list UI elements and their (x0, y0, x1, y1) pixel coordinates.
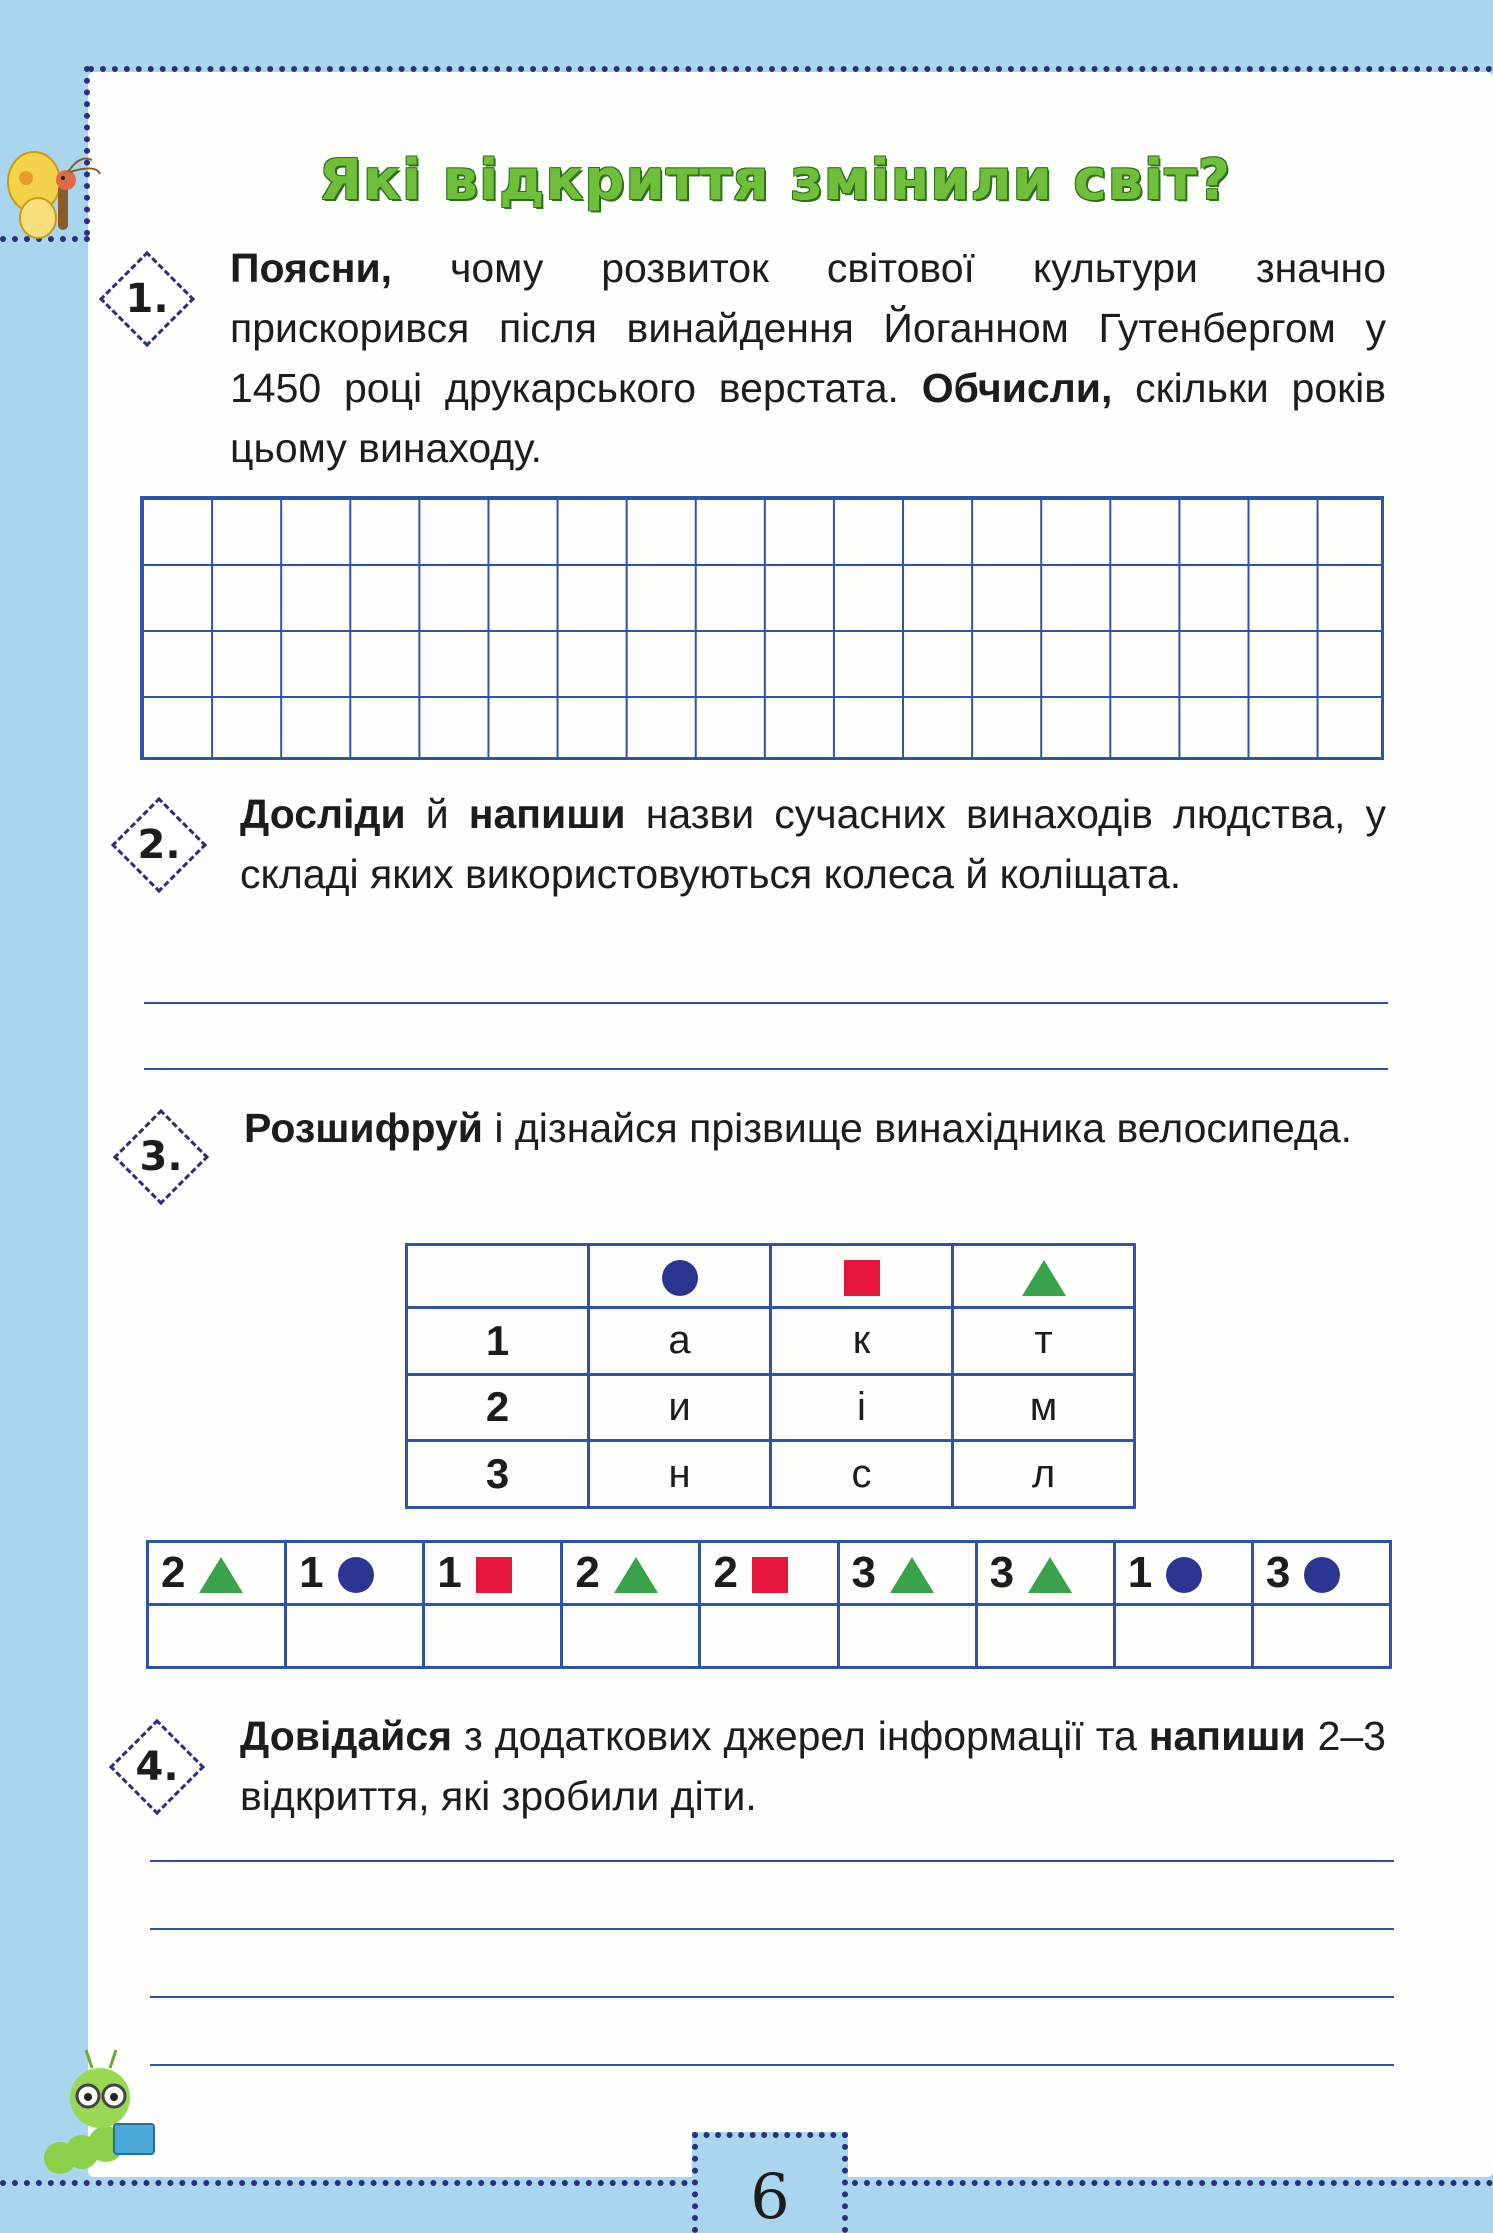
cipher-row (407, 1307, 1135, 1374)
code-cell (424, 1542, 562, 1605)
answer-line[interactable] (144, 1002, 1388, 1004)
circle-icon (338, 1557, 374, 1593)
code-cell (838, 1542, 976, 1605)
page-title: Які відкриття змінили світ? (318, 148, 1232, 213)
square-icon (844, 1260, 880, 1296)
task-4-text-1: з додаткових джерел інформації та (452, 1713, 1149, 1759)
cipher-cell: а (589, 1307, 771, 1374)
decoded-answer-row (148, 1605, 1391, 1668)
task-4-number: 4. (135, 1744, 179, 1790)
butterfly-icon (0, 140, 110, 250)
code-table (146, 1540, 1392, 1669)
code-digit: 3 (851, 1548, 877, 1597)
answer-line[interactable] (150, 1860, 1394, 1862)
task-2-bold-1: Досліди (240, 791, 406, 837)
task-1-text (230, 238, 1386, 478)
task-2-bold-2: напиши (468, 791, 626, 837)
triangle-icon (890, 1557, 934, 1593)
cipher-cell: к (771, 1307, 953, 1374)
task-3-bold-1: Розшифруй (244, 1105, 483, 1151)
code-digit: 1 (437, 1548, 462, 1597)
square-icon (752, 1557, 788, 1593)
task-2-text-1: й (405, 791, 469, 837)
answer-letter-cell[interactable] (424, 1605, 562, 1668)
task-1-text-1: чому розвиток світової культури значно прискорився після винайдення Йоганном Гутенбергом у 1450 році друкарського верстата. (230, 245, 1386, 411)
cipher-header-triangle (953, 1245, 1135, 1308)
code-digit: 1 (1127, 1548, 1153, 1597)
task-4-badge (110, 1720, 204, 1814)
answer-line[interactable] (144, 1068, 1388, 1070)
cipher-corner-cell (407, 1245, 589, 1308)
task-3-badge (114, 1110, 208, 1204)
cipher-row-label: 3 (407, 1441, 589, 1508)
answer-grid[interactable] (140, 496, 1384, 760)
answer-letter-cell[interactable] (838, 1605, 976, 1668)
task-3-text-1: і дізнайся прізвище винахідника велосипеда. (482, 1105, 1353, 1151)
task-3-number: 3. (139, 1134, 183, 1180)
triangle-icon (614, 1557, 658, 1593)
answer-letter-cell[interactable] (976, 1605, 1114, 1668)
cipher-cell: и (589, 1374, 771, 1441)
task-1-badge (100, 252, 194, 346)
answer-line[interactable] (150, 1928, 1394, 1930)
code-digit: 2 (161, 1548, 186, 1597)
code-cell (286, 1542, 424, 1605)
cipher-cell: с (771, 1441, 953, 1508)
circle-icon (662, 1260, 698, 1296)
task-3-text (244, 1098, 1386, 1158)
answer-letter-cell[interactable] (1252, 1605, 1390, 1668)
cipher-table (405, 1243, 1136, 1509)
task-4-text (240, 1706, 1386, 1826)
task-2-text-2: назви сучасних винаходів людства, у складі яких використовуються колеса й коліщата. (240, 791, 1386, 897)
code-digit: 3 (1265, 1548, 1291, 1597)
code-cell (976, 1542, 1114, 1605)
code-digit: 1 (299, 1548, 324, 1597)
cipher-row-label: 2 (407, 1374, 589, 1441)
code-cell (700, 1542, 838, 1605)
triangle-icon (199, 1557, 243, 1593)
answer-letter-cell[interactable] (148, 1605, 286, 1668)
task-1-bold-2: Обчисли, (921, 365, 1113, 411)
code-cell (1114, 1542, 1252, 1605)
code-digit: 2 (713, 1548, 738, 1597)
dotted-border-top (88, 66, 1493, 72)
circle-icon (1304, 1557, 1340, 1593)
cipher-row-label: 1 (407, 1307, 589, 1374)
task-4-bold-1: Довідайся (240, 1713, 453, 1759)
answer-letter-cell[interactable] (562, 1605, 700, 1668)
code-cell (148, 1542, 286, 1605)
task-4-text-2: 2–3 відкриття, які зробили діти. (240, 1713, 1386, 1819)
dotted-border-bottom-right (840, 2180, 1493, 2186)
triangle-icon (1022, 1260, 1066, 1296)
caterpillar-icon (30, 2040, 170, 2180)
answer-letter-cell[interactable] (286, 1605, 424, 1668)
answer-letter-cell[interactable] (700, 1605, 838, 1668)
answer-line[interactable] (150, 2064, 1394, 2066)
page-number: 6 (750, 2160, 790, 2233)
answer-line[interactable] (150, 1996, 1394, 1998)
triangle-icon (1028, 1557, 1072, 1593)
dotted-border-bottom-left (0, 2180, 700, 2186)
cipher-cell: л (953, 1441, 1135, 1508)
answer-letter-cell[interactable] (1114, 1605, 1252, 1668)
cipher-row (407, 1374, 1135, 1441)
code-cell (562, 1542, 700, 1605)
cipher-header-square (771, 1245, 953, 1308)
cipher-header-row (407, 1245, 1135, 1308)
task-1-bold-1: Поясни, (230, 245, 393, 291)
cipher-row (407, 1441, 1135, 1508)
cipher-cell: н (589, 1441, 771, 1508)
code-digit: 3 (989, 1548, 1015, 1597)
square-icon (476, 1557, 512, 1593)
task-1-number: 1. (125, 276, 169, 322)
cipher-cell: м (953, 1374, 1135, 1441)
cipher-cell: і (771, 1374, 953, 1441)
cipher-header-circle (589, 1245, 771, 1308)
task-1-text-2: скільки років цьому винаходу. (230, 365, 1386, 471)
code-row (148, 1542, 1391, 1605)
task-4-bold-2: напиши (1148, 1713, 1306, 1759)
circle-icon (1166, 1557, 1202, 1593)
task-2-text (240, 784, 1386, 904)
task-2-badge (112, 798, 206, 892)
cipher-cell: т (953, 1307, 1135, 1374)
code-digit: 2 (575, 1548, 600, 1597)
task-2-number: 2. (137, 822, 181, 868)
code-cell (1252, 1542, 1390, 1605)
